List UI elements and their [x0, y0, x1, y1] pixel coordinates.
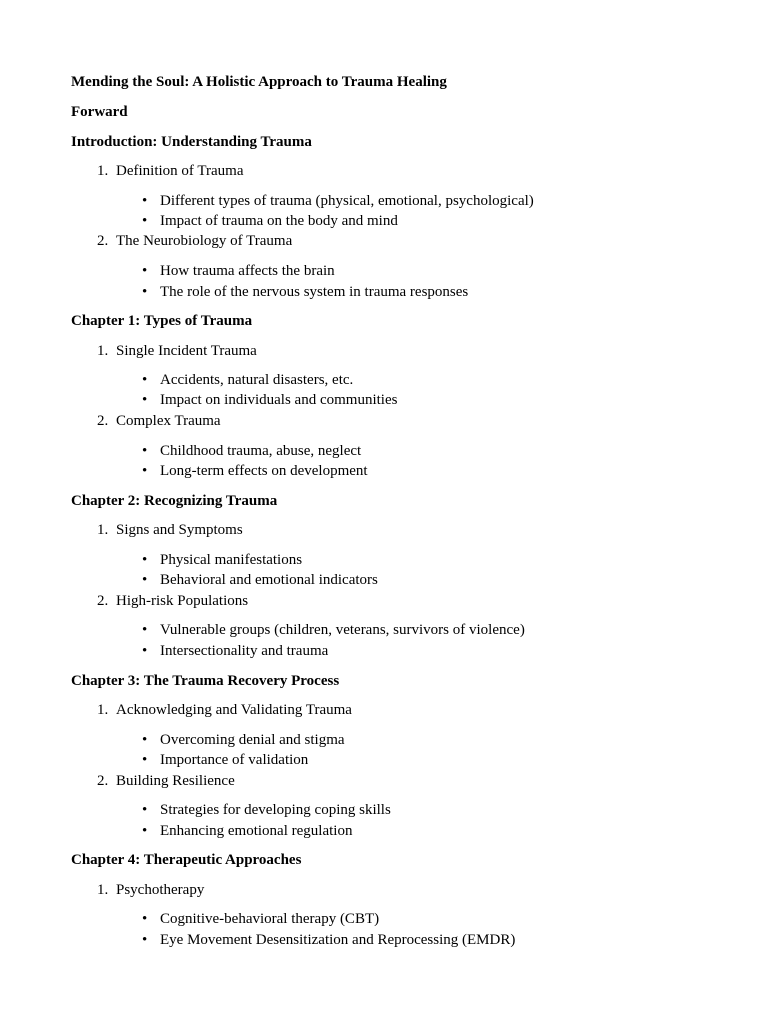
- list-number: 1.: [97, 163, 109, 179]
- list-number: 1.: [97, 343, 109, 359]
- bullet-icon: •: [142, 622, 148, 638]
- bullet-item: Different types of trauma (physical, emotional, psychological): [160, 193, 534, 209]
- list-number: 1.: [97, 522, 109, 538]
- bullet-icon: •: [142, 643, 148, 659]
- bullet-item: Vulnerable groups (children, veterans, survivors of violence): [160, 622, 525, 638]
- bullet-icon: •: [142, 392, 148, 408]
- forward-heading: Forward: [71, 104, 128, 120]
- bullet-item: The role of the nervous system in trauma responses: [160, 284, 469, 300]
- bullet-item: Impact on individuals and communities: [160, 392, 398, 408]
- bullet-item: Childhood trauma, abuse, neglect: [160, 443, 362, 459]
- bullet-icon: •: [142, 911, 148, 927]
- list-number: 2.: [97, 593, 109, 609]
- list-number: 2.: [97, 233, 109, 249]
- bullet-item: Impact of trauma on the body and mind: [160, 213, 398, 229]
- bullet-icon: •: [142, 572, 148, 588]
- list-item: High-risk Populations: [116, 593, 249, 609]
- list-item: Acknowledging and Validating Trauma: [116, 702, 352, 718]
- bullet-icon: •: [142, 443, 148, 459]
- bullet-item: Eye Movement Desensitization and Reprocessing (EMDR): [160, 932, 516, 948]
- list-number: 2.: [97, 773, 109, 789]
- bullet-item: How trauma affects the brain: [160, 263, 335, 279]
- list-number: 1.: [97, 882, 109, 898]
- list-item: Complex Trauma: [116, 413, 221, 429]
- bullet-item: Strategies for developing coping skills: [160, 802, 391, 818]
- bullet-icon: •: [142, 932, 148, 948]
- list-item: Single Incident Trauma: [116, 343, 257, 359]
- bullet-item: Enhancing emotional regulation: [160, 823, 353, 839]
- bullet-item: Behavioral and emotional indicators: [160, 572, 378, 588]
- section-heading: Chapter 1: Types of Trauma: [71, 313, 253, 329]
- bullet-icon: •: [142, 463, 148, 479]
- section-heading: Introduction: Understanding Trauma: [71, 134, 312, 150]
- bullet-icon: •: [142, 263, 148, 279]
- list-number: 2.: [97, 413, 109, 429]
- bullet-icon: •: [142, 213, 148, 229]
- bullet-icon: •: [142, 193, 148, 209]
- section-heading: Chapter 3: The Trauma Recovery Process: [71, 673, 340, 689]
- section-heading: Chapter 2: Recognizing Trauma: [71, 493, 278, 509]
- bullet-icon: •: [142, 372, 148, 388]
- bullet-item: Long-term effects on development: [160, 463, 368, 479]
- section-heading: Chapter 4: Therapeutic Approaches: [71, 852, 302, 868]
- list-item: Psychotherapy: [116, 882, 205, 898]
- bullet-item: Overcoming denial and stigma: [160, 732, 345, 748]
- bullet-icon: •: [142, 284, 148, 300]
- bullet-item: Physical manifestations: [160, 552, 303, 568]
- list-number: 1.: [97, 702, 109, 718]
- list-item: The Neurobiology of Trauma: [116, 233, 293, 249]
- bullet-icon: •: [142, 823, 148, 839]
- bullet-item: Cognitive-behavioral therapy (CBT): [160, 911, 380, 927]
- bullet-item: Accidents, natural disasters, etc.: [160, 372, 354, 388]
- bullet-item: Importance of validation: [160, 752, 309, 768]
- bullet-item: Intersectionality and trauma: [160, 643, 329, 659]
- list-item: Building Resilience: [116, 773, 235, 789]
- bullet-icon: •: [142, 732, 148, 748]
- list-item: Signs and Symptoms: [116, 522, 243, 538]
- list-item: Definition of Trauma: [116, 163, 244, 179]
- bullet-icon: •: [142, 752, 148, 768]
- document-title: Mending the Soul: A Holistic Approach to Trauma Healing: [71, 74, 447, 90]
- bullet-icon: •: [142, 802, 148, 818]
- bullet-icon: •: [142, 552, 148, 568]
